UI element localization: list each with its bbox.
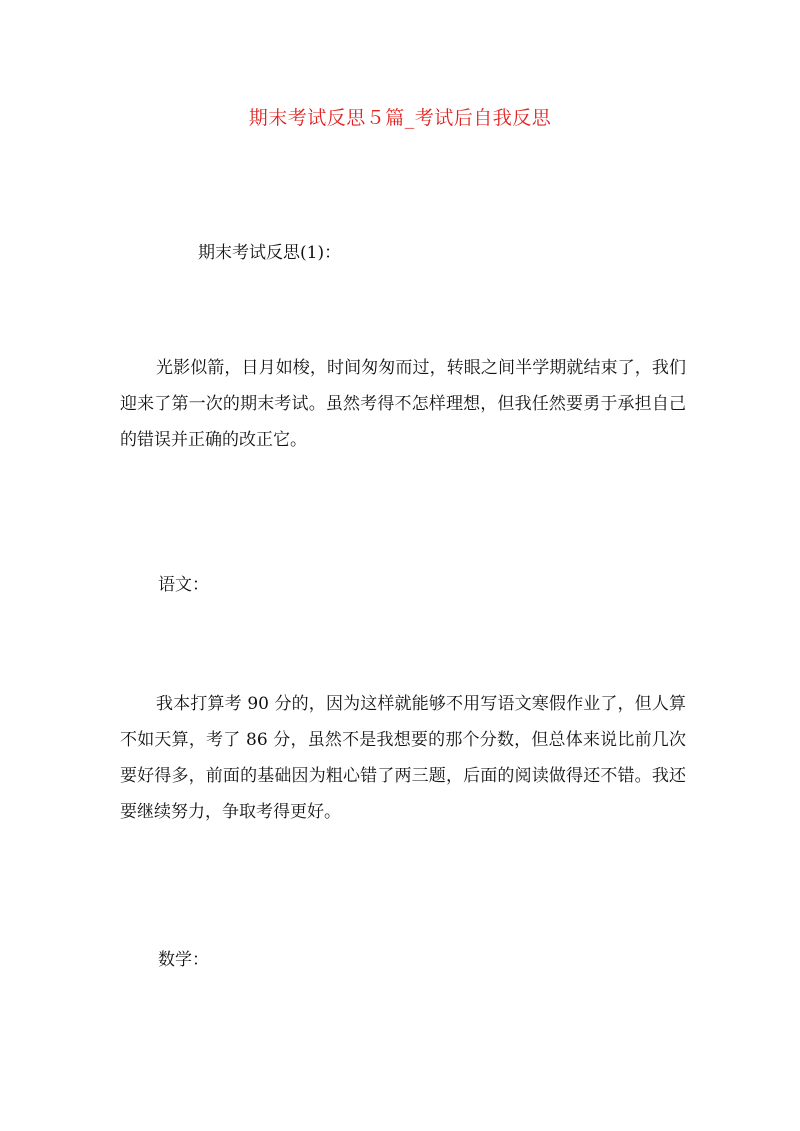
subject-heading-chinese: 语文： bbox=[158, 575, 209, 595]
subject-heading-math: 数学： bbox=[158, 950, 209, 970]
section-heading: 期末考试反思(1)： bbox=[198, 243, 342, 263]
document-title: 期末考试反思５篇_考试后自我反思 bbox=[248, 107, 552, 129]
paragraph-intro: 光影似箭，日月如梭，时间匆匆而过，转眼之间半学期就结束了，我们迎来了第一次的期末考试。虽然考得不怎样理想，但我任然要勇于承担自己的错误并正确的改正它。 bbox=[120, 358, 686, 450]
paragraph-chinese: 我本打算考 90 分的，因为这样就能够不用写语文寒假作业了，但人算不如天算，考了 86 分，虽然不是我想要的那个分数，但总体来说比前几次要好得多，前面的基础因为粗心错了两三题，后面的阅读做得还不错。我还要继续努力，争取考得更好。 bbox=[120, 694, 686, 822]
